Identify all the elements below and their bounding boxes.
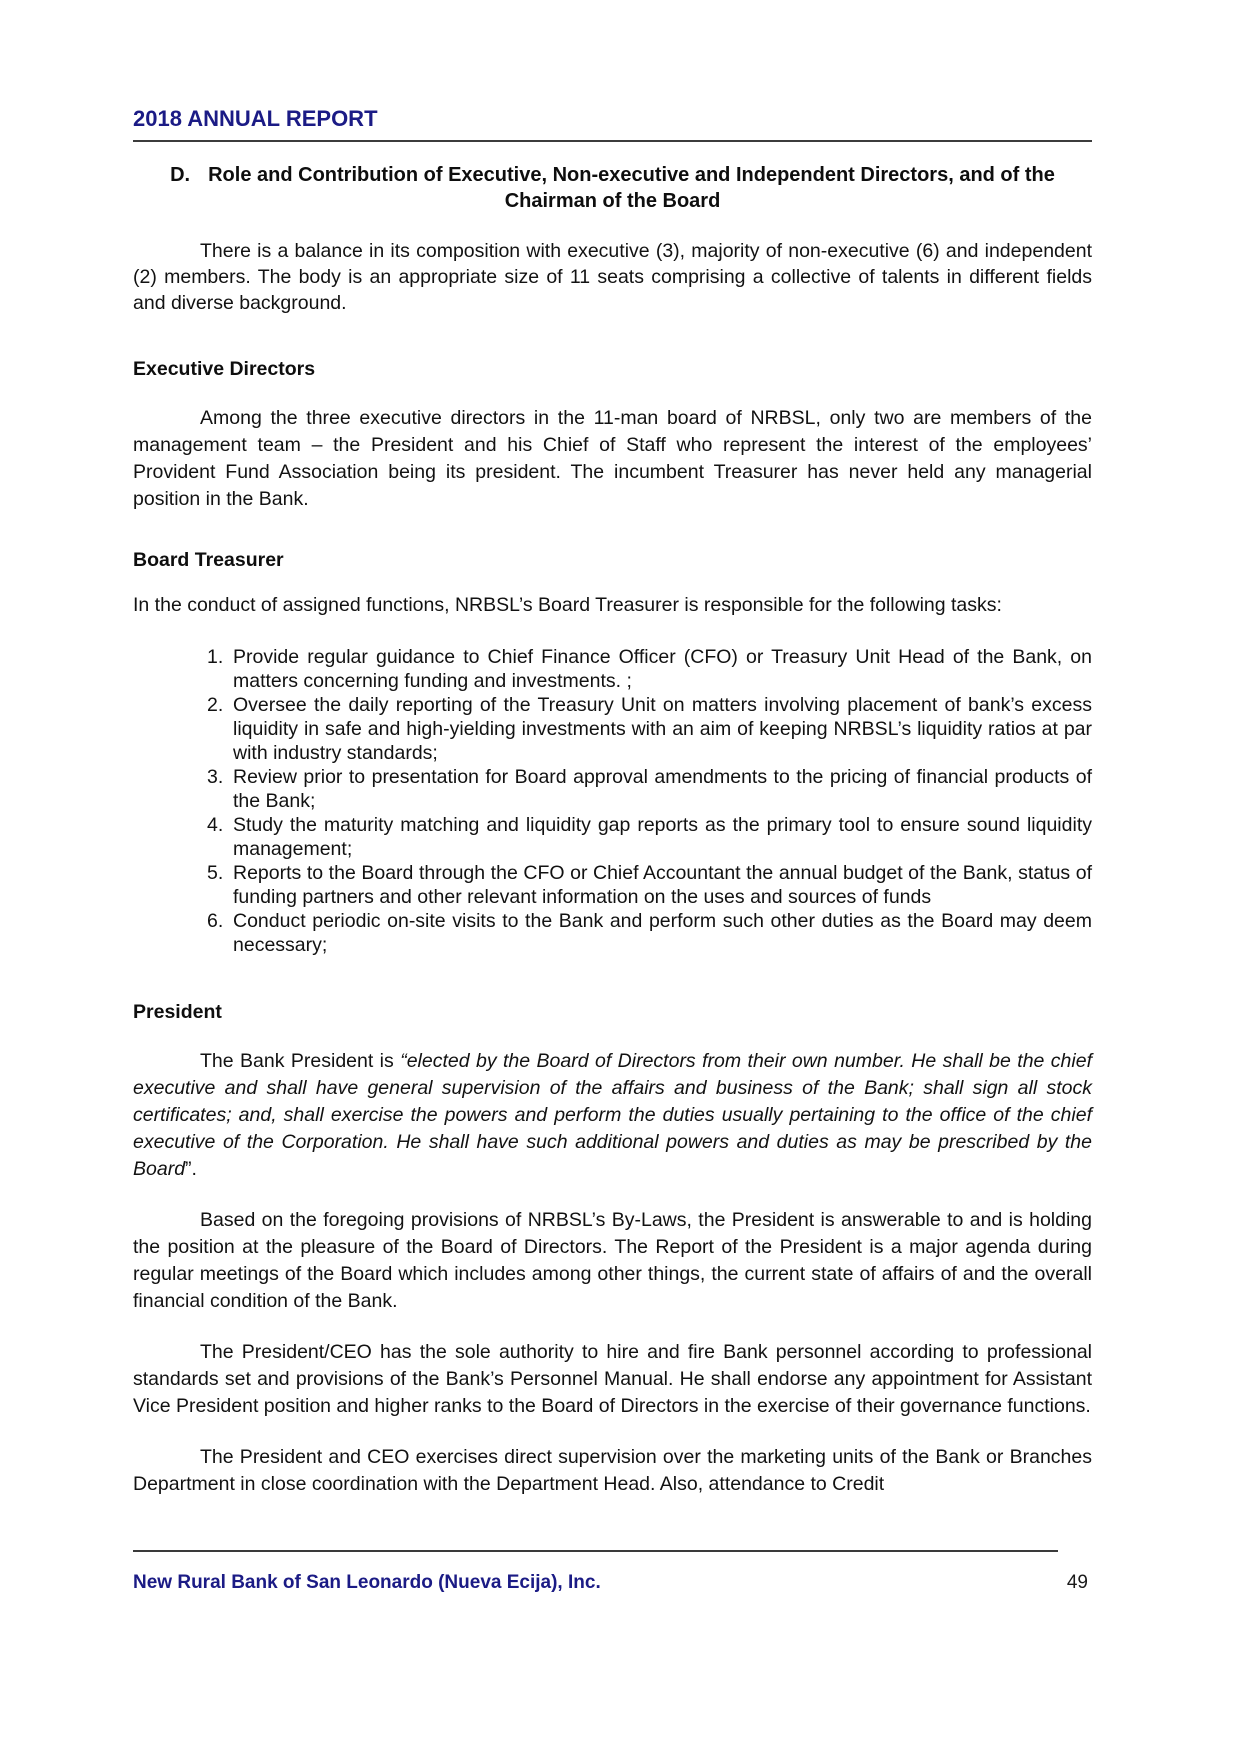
- section-title-line2: Chairman of the Board: [504, 190, 721, 212]
- board-treasurer-heading: Board Treasurer: [133, 549, 284, 571]
- section-title-line1: Role and Contribution of Executive, Non-executive and Independent Directors, and of the: [208, 164, 1055, 186]
- president-quote-paragraph: [133, 1048, 1092, 1183]
- board-treasurer-intro: In the conduct of assigned functions, NRBSL’s Board Treasurer is responsible for the following tasks:: [133, 594, 1002, 616]
- list-item: [133, 765, 1092, 813]
- report-title: 2018 ANNUAL REPORT: [133, 106, 1092, 142]
- list-item-text: Study the maturity matching and liquidity gap reports as the primary tool to ensure sound liquidity management;: [233, 814, 1092, 860]
- list-item-number: 2.: [207, 694, 224, 716]
- section-label: D.: [170, 164, 191, 186]
- list-item: [133, 813, 1092, 861]
- list-item-number: 4.: [207, 814, 224, 836]
- president-accountability-paragraph: Based on the foregoing provisions of NRBSL’s By-Laws, the President is answerable to and is holding the position at the pleasure of the Board of Directors. The Report of the President is a major agenda during regular meetings of the Board which includes among other things, the current state of affairs of and the overall financial condition of the Bank.: [133, 1209, 1092, 1312]
- quote-close-text: ”.: [185, 1158, 197, 1180]
- list-item-number: 1.: [207, 646, 224, 668]
- list-item: [133, 693, 1092, 765]
- page-content: [133, 0, 1092, 1498]
- list-item-text: Conduct periodic on-site visits to the Bank and perform such other duties as the Board may deem necessary;: [233, 910, 1092, 956]
- list-item-number: 3.: [207, 766, 224, 788]
- composition-paragraph: There is a balance in its composition with executive (3), majority of non-executive (6) and independent (2) members. The body is an appropriate size of 11 seats comprising a collective of talents in different fields and diverse background.: [133, 240, 1092, 314]
- section-heading-line1: [133, 162, 1092, 188]
- president-authority-paragraph: The President/CEO has the sole authority to hire and fire Bank personnel according to professional standards set and provisions of the Bank’s Personnel Manual. He shall endorse any appointment for Assistant Vice President position and higher ranks to the Board of Directors in the exercise of their governance functions.: [133, 1341, 1092, 1417]
- quote-intro-text: The Bank President is: [200, 1050, 401, 1072]
- page-footer: [133, 1572, 1092, 1594]
- footer-page-number: 49: [1066, 1572, 1088, 1593]
- list-item-number: 5.: [207, 862, 224, 884]
- section-heading: [133, 162, 1092, 214]
- list-item-text: Reports to the Board through the CFO or Chief Accountant the annual budget of the Bank, status of funding partners and other relevant information on the uses and sources of funds: [233, 862, 1092, 908]
- footer-bank-name: New Rural Bank of San Leonardo (Nueva Ecija), Inc.: [133, 1572, 601, 1593]
- president-supervision-paragraph: The President and CEO exercises direct supervision over the marketing units of the Bank or Branches Department in close coordination with the Department Head. Also, attendance to Credit: [133, 1446, 1092, 1495]
- bylaws-quote-text: “elected by the Board of Directors from their own number. He shall be the chief executive and shall have general supervision of the affairs and business of the Bank; shall sign all stock certificates; and, shall exercise the powers and perform the duties usually pertaining to the office of the chief executive of the Corporation. He shall have such additional powers and duties as may be prescribed by the Board: [133, 1050, 1092, 1180]
- executive-directors-heading: Executive Directors: [133, 358, 316, 380]
- list-item: [133, 861, 1092, 909]
- list-item: [133, 645, 1092, 693]
- footer-divider: [133, 1550, 1058, 1552]
- list-item-text: Review prior to presentation for Board approval amendments to the pricing of financial products of the Bank;: [233, 766, 1092, 812]
- treasurer-task-list: [133, 645, 1092, 957]
- list-item-number: 6.: [207, 910, 224, 932]
- list-item-text: Oversee the daily reporting of the Treasury Unit on matters involving placement of bank’s excess liquidity in safe and high-yielding investments with an aim of keeping NRBSL’s liquidity ratios at par with industry standards;: [233, 694, 1092, 764]
- executive-directors-paragraph: Among the three executive directors in the 11-man board of NRBSL, only two are members of the management team – the President and his Chief of Staff who represent the interest of the employees’ Provident Fund Association being its president. The incumbent Treasurer has never held any managerial position in the Bank.: [133, 407, 1092, 510]
- list-item: [133, 909, 1092, 957]
- list-item-text: Provide regular guidance to Chief Finance Officer (CFO) or Treasury Unit Head of the Bank, on matters concerning funding and investments. ;: [233, 646, 1092, 692]
- president-heading: President: [133, 1001, 222, 1023]
